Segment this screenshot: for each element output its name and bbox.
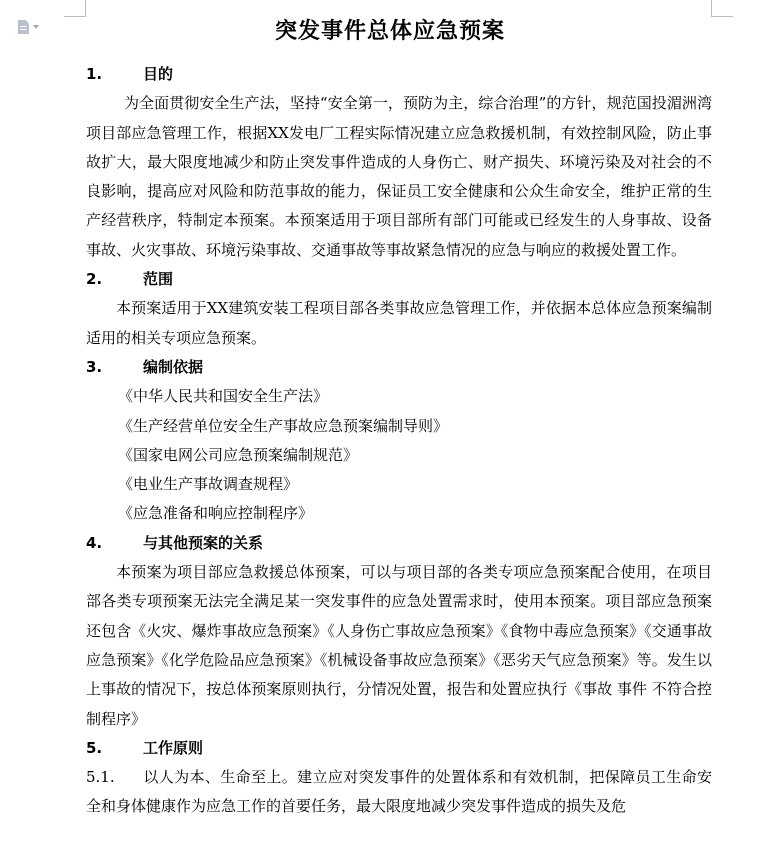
reference-item: 《中华人民共和国安全生产法》 <box>118 387 329 406</box>
section-paragraph: 本预案适用于XX建筑安装工程项目部各类事故应急管理工作，并依据本总体应急预案编制适用的相关专项应急预案。 <box>86 299 712 347</box>
section-heading: 1. 目的 <box>86 65 174 83</box>
subsection-text: 以人为本、生命至上。建立应对突发事件的处置体系和有效机制，把保障员工生命安全和身体健康作为应急工作的首要任务，最大限度地减少突发事件造成的损失及危 <box>86 768 712 816</box>
section-heading: 2. 范围 <box>86 270 174 289</box>
section-paragraph: 为全面贯彻安全生产法，坚持“安全第一，预防为主，综合治理”的方针，规范国投湄洲湾项目部应急管理工作，根据XX发电厂工程实际情况建立应急救援机制，有效控制风险，防止事故扩大，最大限度地减少和防止突发事件造成的人身伤亡、财产损失、环境污染及对社会的不良影响，提高应对风险和防范事故的能力，保证员工安全健康和公众生命安全，维护正常的生产经营秩序，特制定本预案。本预案适用于项目部所有部门可能或已经发生的人身事故、设备事故、火灾事故、环境污染事故、交通事故等事故紧急情况的应急与响应的救援处置工作。 <box>86 94 712 259</box>
reference-item: 《电业生产事故调查规程》 <box>118 475 299 494</box>
reference-item: 《生产经营单位安全生产事故应急预案编制导则》 <box>118 416 449 435</box>
section-heading: 5. 工作原则 <box>86 738 204 757</box>
subsection-number: 5.1. <box>86 768 115 787</box>
reference-item: 《国家电网公司应急预案编制规范》 <box>118 445 359 464</box>
reference-item: 《应急准备和响应控制程序》 <box>118 504 314 523</box>
section-heading: 4. 与其他预案的关系 <box>86 533 264 552</box>
subsection-paragraph <box>86 763 712 822</box>
section-paragraph: 本预案为项目部应急救援总体预案，可以与项目部的各类专项应急预案配合使用，在项目部各类专项预案无法完全满足某一突发事件的应急处置需求时，使用本预案。项目部应急预案还包含《火灾、爆炸事故应急预案》《人身伤亡事故应急预案》《食物中毒应急预案》《交通事故应急预案》《化学危险品应急预案》《机械设备事故应急预案》《恶劣天气应急预案》等。发生以上事故的情况下，按总体预案原则执行，分情况处置，报告和处置应执行《事故 事件 不符合控制程序》 <box>86 563 712 728</box>
section-heading: 3. 编制依据 <box>86 357 204 376</box>
document-title: 突发事件总体应急预案 <box>274 19 505 44</box>
document-body <box>86 60 712 822</box>
